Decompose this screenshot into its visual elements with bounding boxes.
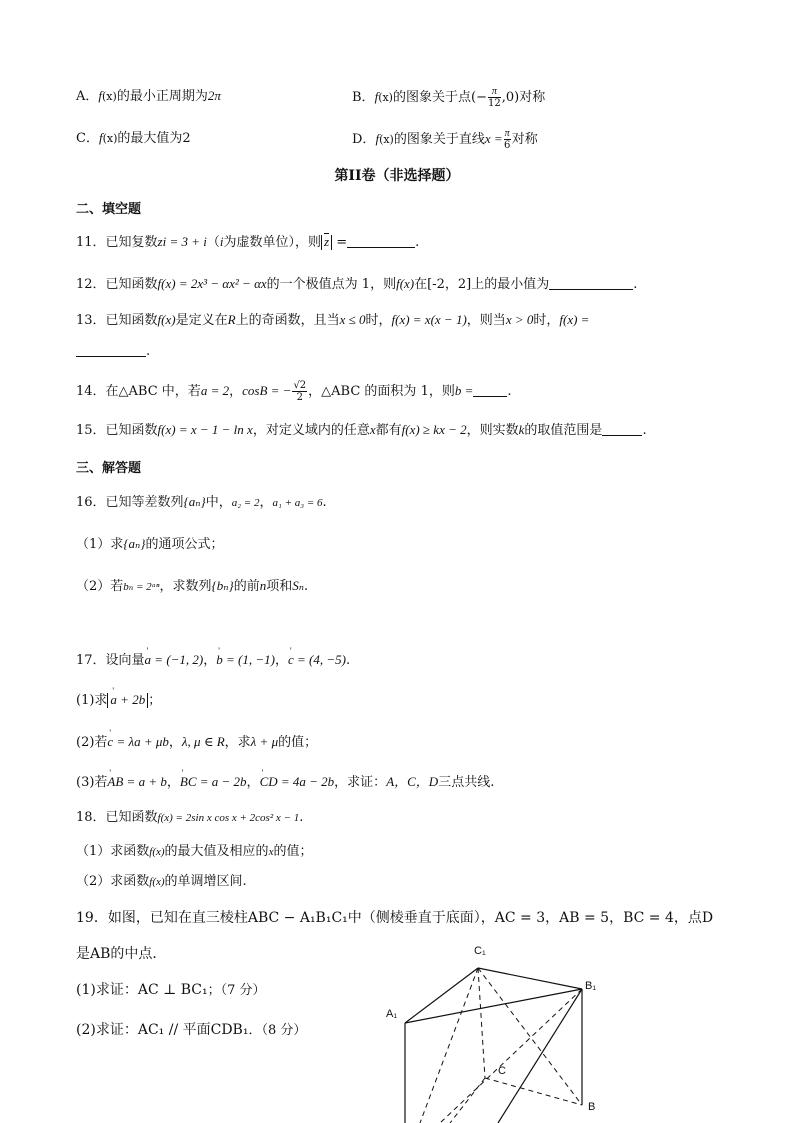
- prism-figure: [380, 935, 610, 1123]
- question-18: [76, 808, 303, 828]
- q-text: 的单调增区间.: [164, 874, 247, 889]
- vector-eq: ' c = (4, −5): [288, 650, 346, 670]
- math-eq: a = 2: [200, 383, 230, 398]
- option-d: [352, 128, 538, 151]
- q-text: ，求: [224, 735, 251, 750]
- answer-blank[interactable]: [602, 421, 642, 436]
- math-eq: a₁ + a₃ = 6: [272, 497, 323, 509]
- math-eq: b =: [454, 383, 474, 398]
- q-text: 12．已知函数: [76, 277, 158, 292]
- q-text: 19．如图，已知在直三棱柱: [76, 910, 248, 926]
- q-text: 的最大值及相应的: [164, 844, 269, 859]
- question-18-part1: [76, 842, 312, 862]
- option-label: B．: [352, 90, 375, 105]
- math-eq: x ≤ 0: [339, 312, 366, 327]
- math-f: f: [98, 130, 103, 145]
- math-eq: f(x) = 2x³ − αx² − αx: [157, 276, 267, 291]
- q-text: ，: [246, 775, 260, 790]
- question-17-part3: [76, 772, 494, 793]
- q-text: (3)若: [76, 775, 108, 790]
- edge-CB-hidden: [485, 1078, 582, 1105]
- math-f: f: [98, 88, 103, 103]
- point-close: ,0): [501, 90, 520, 105]
- math-eq: AB = 5: [559, 910, 610, 926]
- q-text: (2)求证：: [76, 1022, 138, 1038]
- q-text: （: [206, 235, 220, 250]
- question-16-part1: [76, 534, 223, 555]
- q-text: 17．设向量: [76, 653, 145, 668]
- vector-eq: ' AB = a + b: [107, 772, 166, 792]
- math-arg: (x): [102, 132, 118, 145]
- q-text: ，点: [673, 910, 702, 926]
- label-A1: A₁: [386, 1008, 398, 1020]
- q-text: 14．在△ABC 中，若: [76, 384, 201, 399]
- question-19-part2: [76, 1020, 306, 1041]
- q-text: （1）求: [76, 537, 124, 552]
- q-text: ，: [203, 653, 217, 668]
- option-label: D．: [352, 132, 376, 147]
- math-arg: (x): [379, 133, 394, 146]
- q-text: .: [633, 277, 638, 292]
- q-text: 都有: [375, 423, 402, 438]
- q-text: ，则实数: [466, 423, 519, 438]
- math-eq: f(x): [149, 846, 165, 858]
- q-text: .: [507, 384, 512, 399]
- label-C: C: [498, 1065, 506, 1077]
- math-eq: AC₁ // 平面CDB₁: [137, 1022, 249, 1038]
- q-text: ；: [148, 693, 162, 708]
- q-text: ．（8 分）: [248, 1023, 307, 1038]
- q-text: ，求证：: [334, 775, 387, 790]
- question-12: [76, 274, 637, 295]
- q-text: 中，: [205, 495, 232, 510]
- fraction-numerator: √2: [293, 380, 307, 391]
- q-text: ，求数列: [159, 579, 212, 594]
- math-var: $\overline{z}$: [324, 234, 330, 249]
- question-16-part2: [76, 576, 308, 597]
- math-eq: BC = 4: [623, 910, 674, 926]
- question-13: [76, 310, 589, 331]
- q-text: （2）若: [76, 579, 124, 594]
- q-text: 中（侧棱垂直于底面），: [347, 910, 495, 926]
- math-eq: ABC − A₁B₁C₁: [247, 910, 348, 926]
- fraction-denominator: 6: [503, 140, 511, 151]
- q-text: 18．已知函数: [76, 810, 158, 825]
- math-eq: a₂ = 2: [231, 497, 260, 509]
- part2-title: 第II卷（非选择题）: [334, 168, 460, 184]
- vector-eq: ' CD = 4a − 2b: [260, 772, 335, 792]
- option-tail: 对称: [519, 90, 546, 105]
- math-eq: λ + μ: [250, 734, 279, 749]
- point-open: (−: [471, 90, 487, 105]
- q-text: 的值；: [273, 844, 313, 859]
- math-seq: {aₙ}: [183, 494, 206, 509]
- vector-expr: ' a + 2b: [110, 690, 145, 710]
- q-text: 的值；: [278, 735, 318, 750]
- math-eq: f(x): [396, 276, 415, 291]
- q-text: ，: [168, 735, 182, 750]
- q-text: 16．已知等差数列: [76, 495, 184, 510]
- q-text: 11．已知复数: [76, 235, 158, 250]
- option-b: [352, 86, 545, 109]
- math-eq: f(x) =: [559, 312, 590, 327]
- math-arg: (x): [378, 91, 393, 104]
- label-C1: C₁: [474, 945, 486, 957]
- q-text: =: [332, 235, 348, 250]
- math-eq: λ, μ ∈ R: [181, 734, 225, 749]
- answer-blank[interactable]: [76, 342, 146, 357]
- option-text: 的最大值为: [117, 131, 183, 146]
- option-tail: 对称: [511, 132, 538, 147]
- vector-eq: ' b = (1, −1): [216, 650, 275, 670]
- math-var: x: [268, 846, 274, 858]
- math-eq: bₙ = 2ᵃⁿ: [123, 581, 160, 593]
- q-text: .: [146, 344, 151, 359]
- fraction-denominator: 2: [296, 392, 303, 403]
- math-seq: {aₙ}: [123, 536, 146, 551]
- math-var: R: [227, 312, 236, 327]
- edge-A1C1: [405, 968, 478, 1023]
- edge-C1A-hidden: [420, 968, 478, 1123]
- q-text: ，: [166, 775, 180, 790]
- question-17-part2: [76, 732, 317, 753]
- label-B1: B₁: [585, 980, 597, 992]
- math-var: D: [701, 910, 714, 926]
- q-text: (2)若: [76, 735, 108, 750]
- question-19-line2: 是AB的中点．: [76, 946, 167, 962]
- math-eq: f(x) = x(x − 1): [391, 312, 467, 327]
- option-label: C．: [76, 131, 99, 146]
- answer-blank[interactable]: [549, 275, 633, 290]
- q-text: 上的奇函数，且当: [235, 313, 340, 328]
- question-15: [76, 420, 647, 441]
- option-c: [76, 128, 191, 149]
- option-label: A．: [76, 89, 99, 104]
- math-eq: x > 0: [505, 312, 534, 327]
- math-var: k: [518, 422, 525, 437]
- question-19-part1: [76, 980, 266, 1001]
- q-text: 时，: [533, 313, 560, 328]
- q-text: (1)求证：: [76, 982, 138, 998]
- q-text: 的取值范围是: [524, 423, 603, 438]
- vector-eq: ' a = (−1, 2): [145, 650, 204, 670]
- fraction-denominator: 12: [487, 98, 501, 109]
- math-eq: AC ⊥ BC₁: [137, 982, 208, 998]
- option-text: 的图象关于点: [392, 90, 471, 105]
- section-fill-in: 二、填空题: [76, 202, 142, 217]
- edge-A1B1: [405, 989, 582, 1023]
- q-text: ，: [259, 495, 273, 510]
- option-value: 2π: [207, 88, 221, 103]
- fraction: [504, 128, 511, 151]
- math-var: i: [219, 234, 224, 249]
- edge-C1B-hidden: [478, 968, 582, 1105]
- q-text: .: [345, 653, 351, 668]
- q-text: 项和: [266, 579, 293, 594]
- math-f: f: [374, 89, 379, 104]
- label-B: B: [588, 1101, 596, 1113]
- edge-C1B1: [478, 968, 582, 989]
- q-text: （2）求函数: [76, 874, 150, 889]
- option-value: 2: [182, 131, 191, 146]
- math-eq: cosB = −: [242, 383, 292, 398]
- fraction: [488, 86, 501, 109]
- math-eq: f(x) ≥ kx − 2: [401, 422, 467, 437]
- question-18-part2: [76, 872, 247, 892]
- vector-eq: ' c = λa + μb: [107, 732, 168, 752]
- answer-blank[interactable]: [473, 382, 507, 397]
- q-text: 三点共线.: [438, 775, 495, 790]
- math-eq: f(x) = x − 1 − ln x: [157, 422, 253, 437]
- q-text: (1)求: [76, 693, 108, 708]
- section-solutions: 三、解答题: [76, 461, 142, 476]
- math-eq: AC = 3: [494, 910, 546, 926]
- q-text: ；（7 分）: [207, 983, 266, 998]
- option-text: 的最小正周期为: [116, 89, 208, 104]
- option-a: [76, 86, 221, 107]
- q-text: 的通项公式；: [145, 537, 224, 552]
- q-text: ，: [609, 910, 624, 926]
- fraction-numerator: π: [504, 128, 510, 139]
- q-text: ，: [274, 653, 288, 668]
- edge-C1C-hidden: [478, 968, 485, 1078]
- q-text: （1）求函数: [76, 844, 150, 859]
- abs-bars: [107, 693, 148, 708]
- option-text: 的图象关于直线: [393, 132, 485, 147]
- vector-eq: ' BC = a − 2b: [180, 772, 247, 792]
- q-text: .: [322, 495, 327, 510]
- question-19: [76, 908, 713, 928]
- math-var: Sₙ: [292, 578, 305, 593]
- q-text: ，: [229, 384, 243, 399]
- q-text: 的前: [233, 579, 260, 594]
- q-text: 为虚数单位），则: [223, 235, 322, 250]
- fraction-numerator: π: [488, 86, 501, 98]
- question-16: [76, 492, 327, 513]
- math-var: n: [259, 578, 267, 593]
- q-text: 时，: [365, 313, 392, 328]
- question-17-part1: [76, 690, 161, 711]
- q-text: .: [299, 810, 304, 825]
- fraction: [292, 380, 307, 403]
- question-13-line2: [76, 342, 150, 362]
- q-text: 在[-2，2]上的最小值为: [414, 277, 550, 292]
- math-points: A，C，D: [386, 774, 439, 789]
- edge-CA-hidden: [450, 1078, 485, 1123]
- question-11: [76, 232, 419, 253]
- q-text: .: [304, 579, 309, 594]
- line-equation: x =: [484, 131, 503, 146]
- math-eq: f(x): [157, 312, 176, 327]
- q-text: ，△ABC 的面积为 1，则: [308, 384, 455, 399]
- q-text: 13．已知函数: [76, 313, 158, 328]
- math-var: x: [369, 422, 376, 437]
- question-14: [76, 380, 512, 403]
- q-text: ，: [545, 910, 560, 926]
- answer-blank[interactable]: [347, 233, 415, 248]
- question-17: [76, 650, 350, 671]
- q-text: .: [415, 235, 420, 250]
- q-text: ，则当: [466, 313, 506, 328]
- math-arg: (x): [102, 90, 117, 103]
- math-eq: zi = 3 + i: [157, 234, 207, 249]
- math-f: f: [375, 131, 380, 146]
- abs-bars: [321, 235, 332, 250]
- q-text: ，对定义域内的任意: [252, 423, 370, 438]
- q-text: 是定义在: [175, 313, 228, 328]
- q-text: 的一个极值点为 1，则: [266, 277, 397, 292]
- edge-B1-diag: [498, 989, 582, 1123]
- q-text: 15．已知函数: [76, 423, 158, 438]
- math-eq: f(x) = 2sin x cos x + 2cos² x − 1: [157, 812, 300, 824]
- q-text: .: [642, 423, 647, 438]
- math-eq: f(x): [149, 876, 165, 888]
- math-seq: {bₙ}: [211, 578, 234, 593]
